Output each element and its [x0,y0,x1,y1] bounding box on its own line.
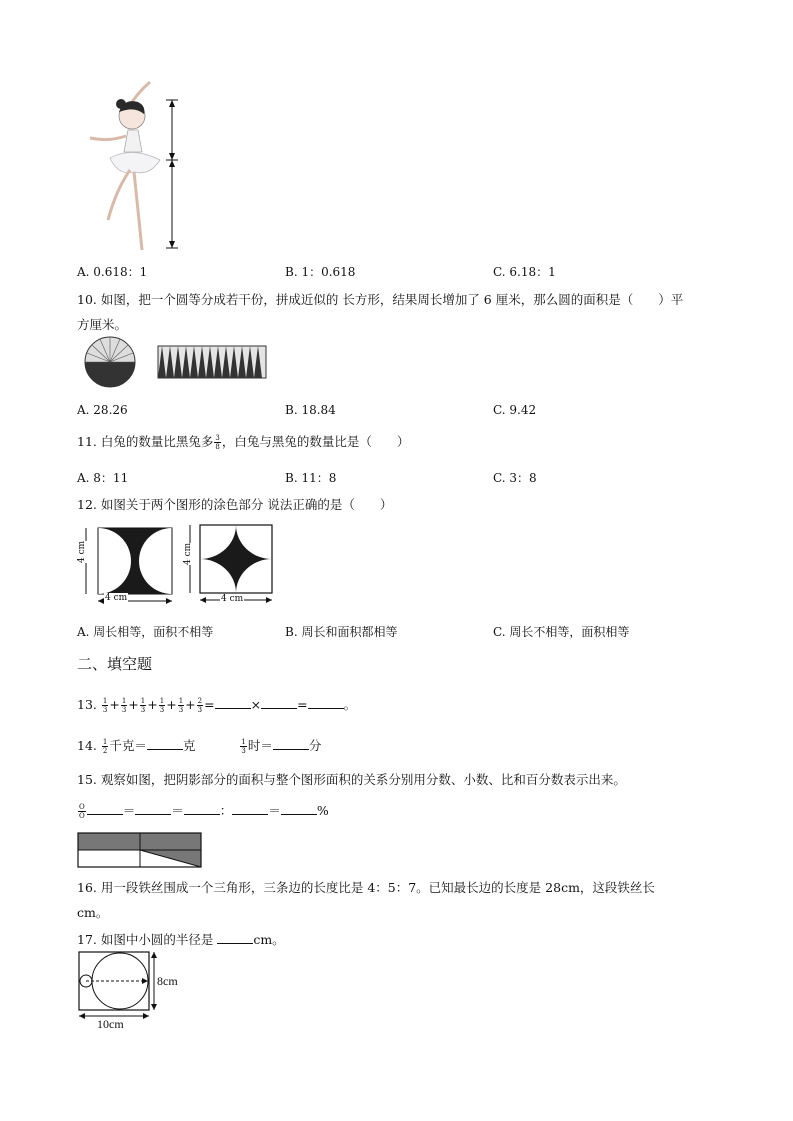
q12-left-height-label: 4 cm [77,540,87,563]
q15-blank-2[interactable] [135,802,171,815]
q9-option-b: B. 1：0.618 [285,265,356,279]
plus-sign: + [166,697,177,712]
q13-frac-5: $\frac{1}{3}$ [178,697,184,714]
q11-text-before: 11. 白兔的数量比黑兔多 [77,434,214,449]
q10-option-b: B. 18.84 [285,403,336,417]
q12-option-b: B. 周长和面积都相等 [285,625,398,639]
q13-frac-1: $\frac{1}{3}$ [102,697,108,714]
q17-width-label: 10cm [97,1017,124,1031]
ballerina-figure [80,80,190,252]
q11-option-c: C. 3：8 [493,471,537,485]
q11-text-after: ，白兔与黑兔的数量比是（ ） [221,434,410,449]
equals-sign: = [297,697,308,712]
q14-part1: 千克＝ [109,738,147,753]
q16-text-line2: cm。 [77,905,109,920]
q12-text: 12. 如图关于两个图形的涂色部分 说法正确的是（ ） [77,497,393,512]
plus-sign: + [109,697,120,712]
q13-prefix: 13. [77,697,97,712]
q15-text: 15. 观察如图，把阴影部分的面积与整个图形面积的关系分别用分数、小数、比和百分数表示出来。 [77,772,626,787]
shaded-rectangle-diagram [77,832,203,868]
q12-right-height-label: 4 cm [183,542,193,565]
q15-blank-5[interactable] [281,802,317,815]
plus-sign: + [147,697,158,712]
q10-text-line2: 方厘米。 [77,317,128,332]
q14-prefix: 14. [77,738,97,753]
q14-frac-1: $\frac{1}{2}$ [102,738,108,755]
q14-line [77,736,321,755]
q11-text [77,432,409,451]
q14-frac-2: $\frac{1}{3}$ [241,738,246,755]
q13-frac-4: $\frac{1}{3}$ [159,697,165,714]
equals-sign: ＝ [171,803,184,818]
q14-part2: 时＝ [247,738,273,753]
circles-in-rectangle-diagram [77,950,187,1032]
q13-frac-2: $\frac{1}{3}$ [121,697,127,714]
q11-frac-num: 3 [215,434,220,442]
times-sign: × [250,697,262,712]
q15-figure [77,832,203,868]
plus-sign: + [128,697,139,712]
q16-text-line1: 16. 用一段铁丝围成一个三角形，三条边的长度比是 4：5：7。已知最长边的长度是 28cm，这段铁丝长 [77,880,655,895]
q13-frac-3: $\frac{1}{3}$ [140,697,146,714]
q14-unit2: 分 [308,738,322,753]
q17-figure [77,950,187,1032]
equals-sign: = [204,697,215,712]
q14-unit1: 克 [182,738,196,753]
q10-text-line1: 10. 如图，把一个圆等分成若干份，拼成近似的 长方形，结果周长增加了 6 厘米，那么圆的面积是（ ）平 [77,292,684,307]
q15-blank-3[interactable] [184,802,220,815]
q14-blank-1[interactable] [147,737,183,750]
q15-blank-4[interactable] [232,802,268,815]
q15-fraction: $\frac{O}{O}$ [79,803,85,820]
q13-blank-2[interactable] [261,696,297,709]
section-title: 二、填空题 [77,655,153,673]
circle-to-rectangle-diagram [78,336,273,391]
q9-option-a: A. 0.618：1 [77,265,148,279]
q12-left-width-label: 4 cm [105,593,128,603]
q10-option-c: C. 9.42 [493,403,537,417]
q17-height-label: 8cm [157,974,178,988]
q17-label: 17. 如图中小圆的半径是 [77,932,218,947]
q13-frac-6: $\frac{2}{3}$ [197,697,203,714]
q13-line [77,695,356,714]
q10-figure [78,336,273,391]
period: 。 [343,697,357,712]
q9-option-c: C. 6.18：1 [493,265,556,279]
q14-blank-2[interactable] [273,737,309,750]
percent-sign: % [316,803,329,818]
equals-sign: ＝ [122,803,136,818]
q10-option-a: A. 28.26 [77,403,128,417]
q15-answer-line [77,801,329,820]
equals-sign: ＝ [268,803,281,818]
q11-option-b: B. 11：8 [285,471,337,485]
q17-unit: cm。 [253,932,285,947]
plus-sign: + [185,697,196,712]
q11-option-a: A. 8：11 [77,471,129,485]
q12-option-a: A. 周长相等，面积不相等 [77,625,214,639]
q12-option-c: C. 周长不相等，面积相等 [493,625,630,639]
q11-fraction [214,434,220,451]
q13-blank-3[interactable] [308,696,344,709]
colon-sign: ： [219,803,233,818]
q15-blank-1[interactable] [87,802,123,815]
q17-text [77,930,285,948]
q12-right-width-label: 4 cm [221,594,244,604]
q13-blank-1[interactable] [215,696,251,709]
ballerina-illustration [80,80,190,252]
q11-frac-den: 8 [215,443,220,451]
q17-blank[interactable] [217,931,253,944]
